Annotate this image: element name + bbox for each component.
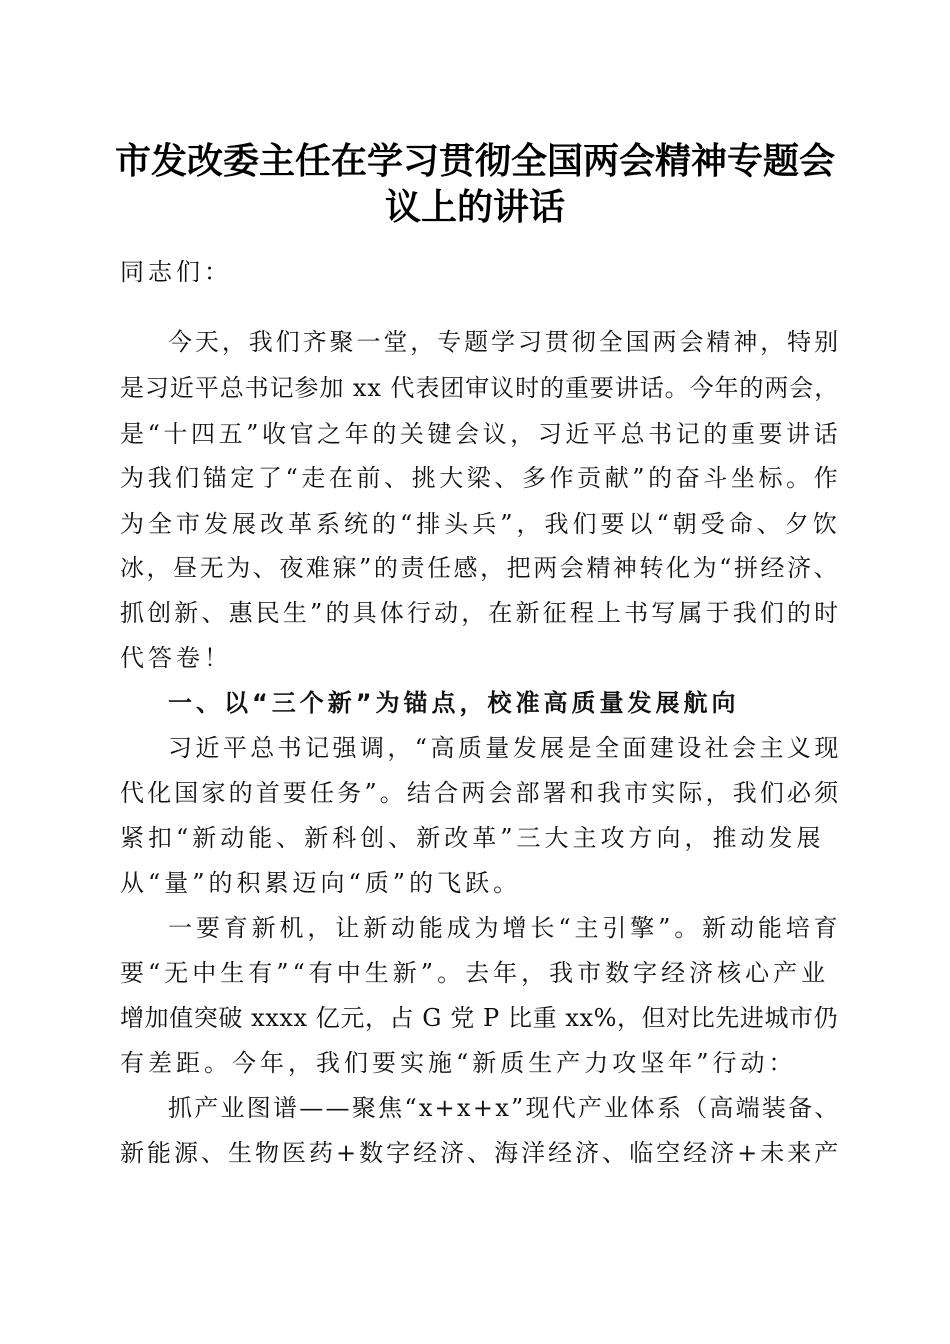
paragraph-line: 从“量”的积累迈向“质”的飞跃。 (120, 869, 522, 897)
intro-line: 代答卷！ (120, 644, 232, 672)
paragraph-line: 习近平总书记强调，“高质量发展是全面建设社会主义现 (168, 734, 842, 762)
paragraph-line: 紧扣“新动能、新科创、新改革”三大主攻方向，推动发展 (120, 824, 825, 852)
intro-line: 抓创新、惠民生”的具体行动，在新征程上书写属于我们的时 (120, 599, 842, 627)
salutation: 同志们： (120, 258, 232, 286)
intro-line: 是“十四五”收官之年的关键会议，习近平总书记的重要讲话 (120, 420, 842, 448)
paragraph-line: 代化国家的首要任务”。结合两会部署和我市实际，我们必须 (120, 779, 842, 807)
paragraph-line: 一要育新机，让新动能成为增长“主引擎”。新动能培育 (168, 914, 842, 942)
paragraph-line: 抓产业图谱——聚焦“x+x+x”现代产业体系（高端装备、 (168, 1094, 841, 1122)
intro-line: 为我们锚定了“走在前、挑大梁、多作贡献”的奋斗坐标。作 (120, 464, 842, 492)
section-heading-1: 一、以“三个新”为锚点，校准高质量发展航向 (168, 689, 740, 717)
intro-line: 是习近平总书记参加 xx 代表团审议时的重要讲话。今年的两会， (120, 374, 840, 402)
paragraph-line: 新能源、生物医药+数字经济、海洋经济、临空经济+未来产 (120, 1139, 842, 1167)
intro-line: 今天，我们齐聚一堂，专题学习贯彻全国两会精神，特别 (168, 328, 841, 356)
paragraph-line: 要“无中生有”“有中生新”。去年，我市数字经济核心产业 (120, 959, 830, 987)
document-title-line-1: 市发改委主任在学习贯彻全国两会精神专题会 (114, 140, 835, 182)
paragraph-line: 增加值突破 xxxx 亿元，占 G 党 P 比重 xx%，但对比先进城市仍 (120, 1004, 839, 1032)
intro-line: 冰，昼无为、夜难寐”的责任感，把两会精神转化为“拼经济、 (120, 554, 841, 582)
document-title-line-2: 议上的讲话 (384, 186, 565, 228)
paragraph-line: 有差距。今年，我们要实施“新质生产力攻坚年”行动： (120, 1049, 797, 1077)
intro-line: 为全市发展改革系统的“排头兵”，我们要以“朝受命、夕饮 (120, 510, 841, 538)
